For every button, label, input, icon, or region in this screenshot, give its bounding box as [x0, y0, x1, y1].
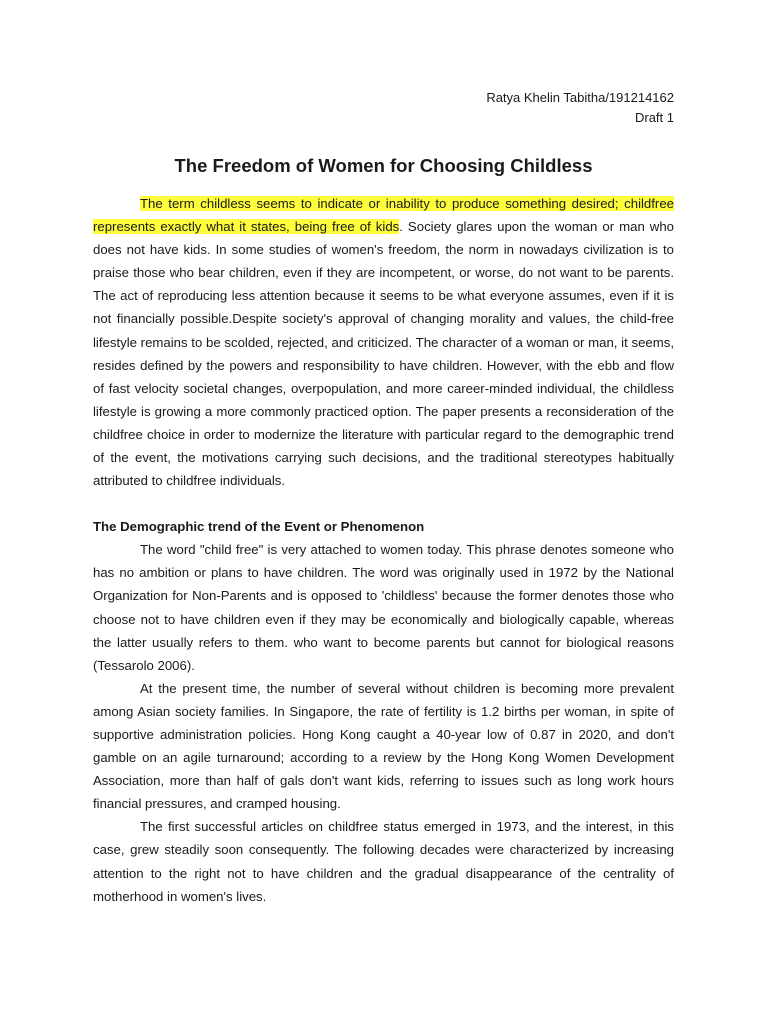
author-line: Ratya Khelin Tabitha/191214162	[486, 90, 674, 105]
section-heading: The Demographic trend of the Event or Phenomenon	[93, 519, 425, 535]
draft-line: Draft 1	[634, 110, 674, 125]
author-header	[93, 88, 674, 128]
intro-text: . Society glares upon the woman or man who does not have kids. In some studies of women's freedom, the norm in nowadays civilization is to praise those who bear children, even if they are incompetent, or worse, do not want to be parents. The act of reproducing less attention because it seems to be what everyone assumes, even if it is not financially possible.Despite society's approval of changing morality and values, the child-free lifestyle remains to be scolded, rejected, and criticized. The character of a woman or man, it seems, resides defined by the powers and responsibility to have children. However, with the ebb and flow of fast velocity societal changes, overpopulation, and more career-minded individual, the childless lifestyle is growing a more commonly practiced option. The paper presents a reconsideration of the childfree choice in order to modernize the literature with particular regard to the demographic trend of the event, the motivations carrying such decisions, and the traditional stereotypes habitually attributed to childfree individuals.	[93, 219, 674, 489]
intro-paragraph	[93, 192, 674, 492]
body-paragraph-3: The first successful articles on childfree status emerged in 1973, and the interest, in this case, grew steadily soon consequently. The following decades were characterized by increasing attention to the right not to have children and the gradual disappearance of the centrality of motherhood in women's lives.	[93, 819, 674, 904]
document-title: The Freedom of Women for Choosing Childless	[174, 155, 593, 176]
highlighted-text: The term childless seems to indicate or inability to produce something desired; childfree represents exactly what it states, being free of kids	[93, 196, 674, 235]
body-paragraph-2: At the present time, the number of several without children is becoming more prevalent among Asian society families. In Singapore, the rate of fertility is 1.2 births per woman, in spite of supportive administration policies. Hong Kong caught a 40-year low of 0.87 in 2020, and don't gamble on an agile turnaround; according to a review by the Hong Kong Women Development Association, more than half of gals don't want kids, referring to issues such as long work hours financial pressures, and cramped housing.	[93, 680, 674, 812]
body-paragraph-1: The word "child free" is very attached to women today. This phrase denotes someone who has no ambition or plans to have children. The word was originally used in 1972 by the National Organization for Non-Parents and is opposed to 'childless' because the former denotes those who choose not to have children even if they may be economically and biologically capable, whereas the latter usually refers to them. who want to become parents but cannot for biological reasons (Tessarolo 2006).	[93, 542, 674, 673]
